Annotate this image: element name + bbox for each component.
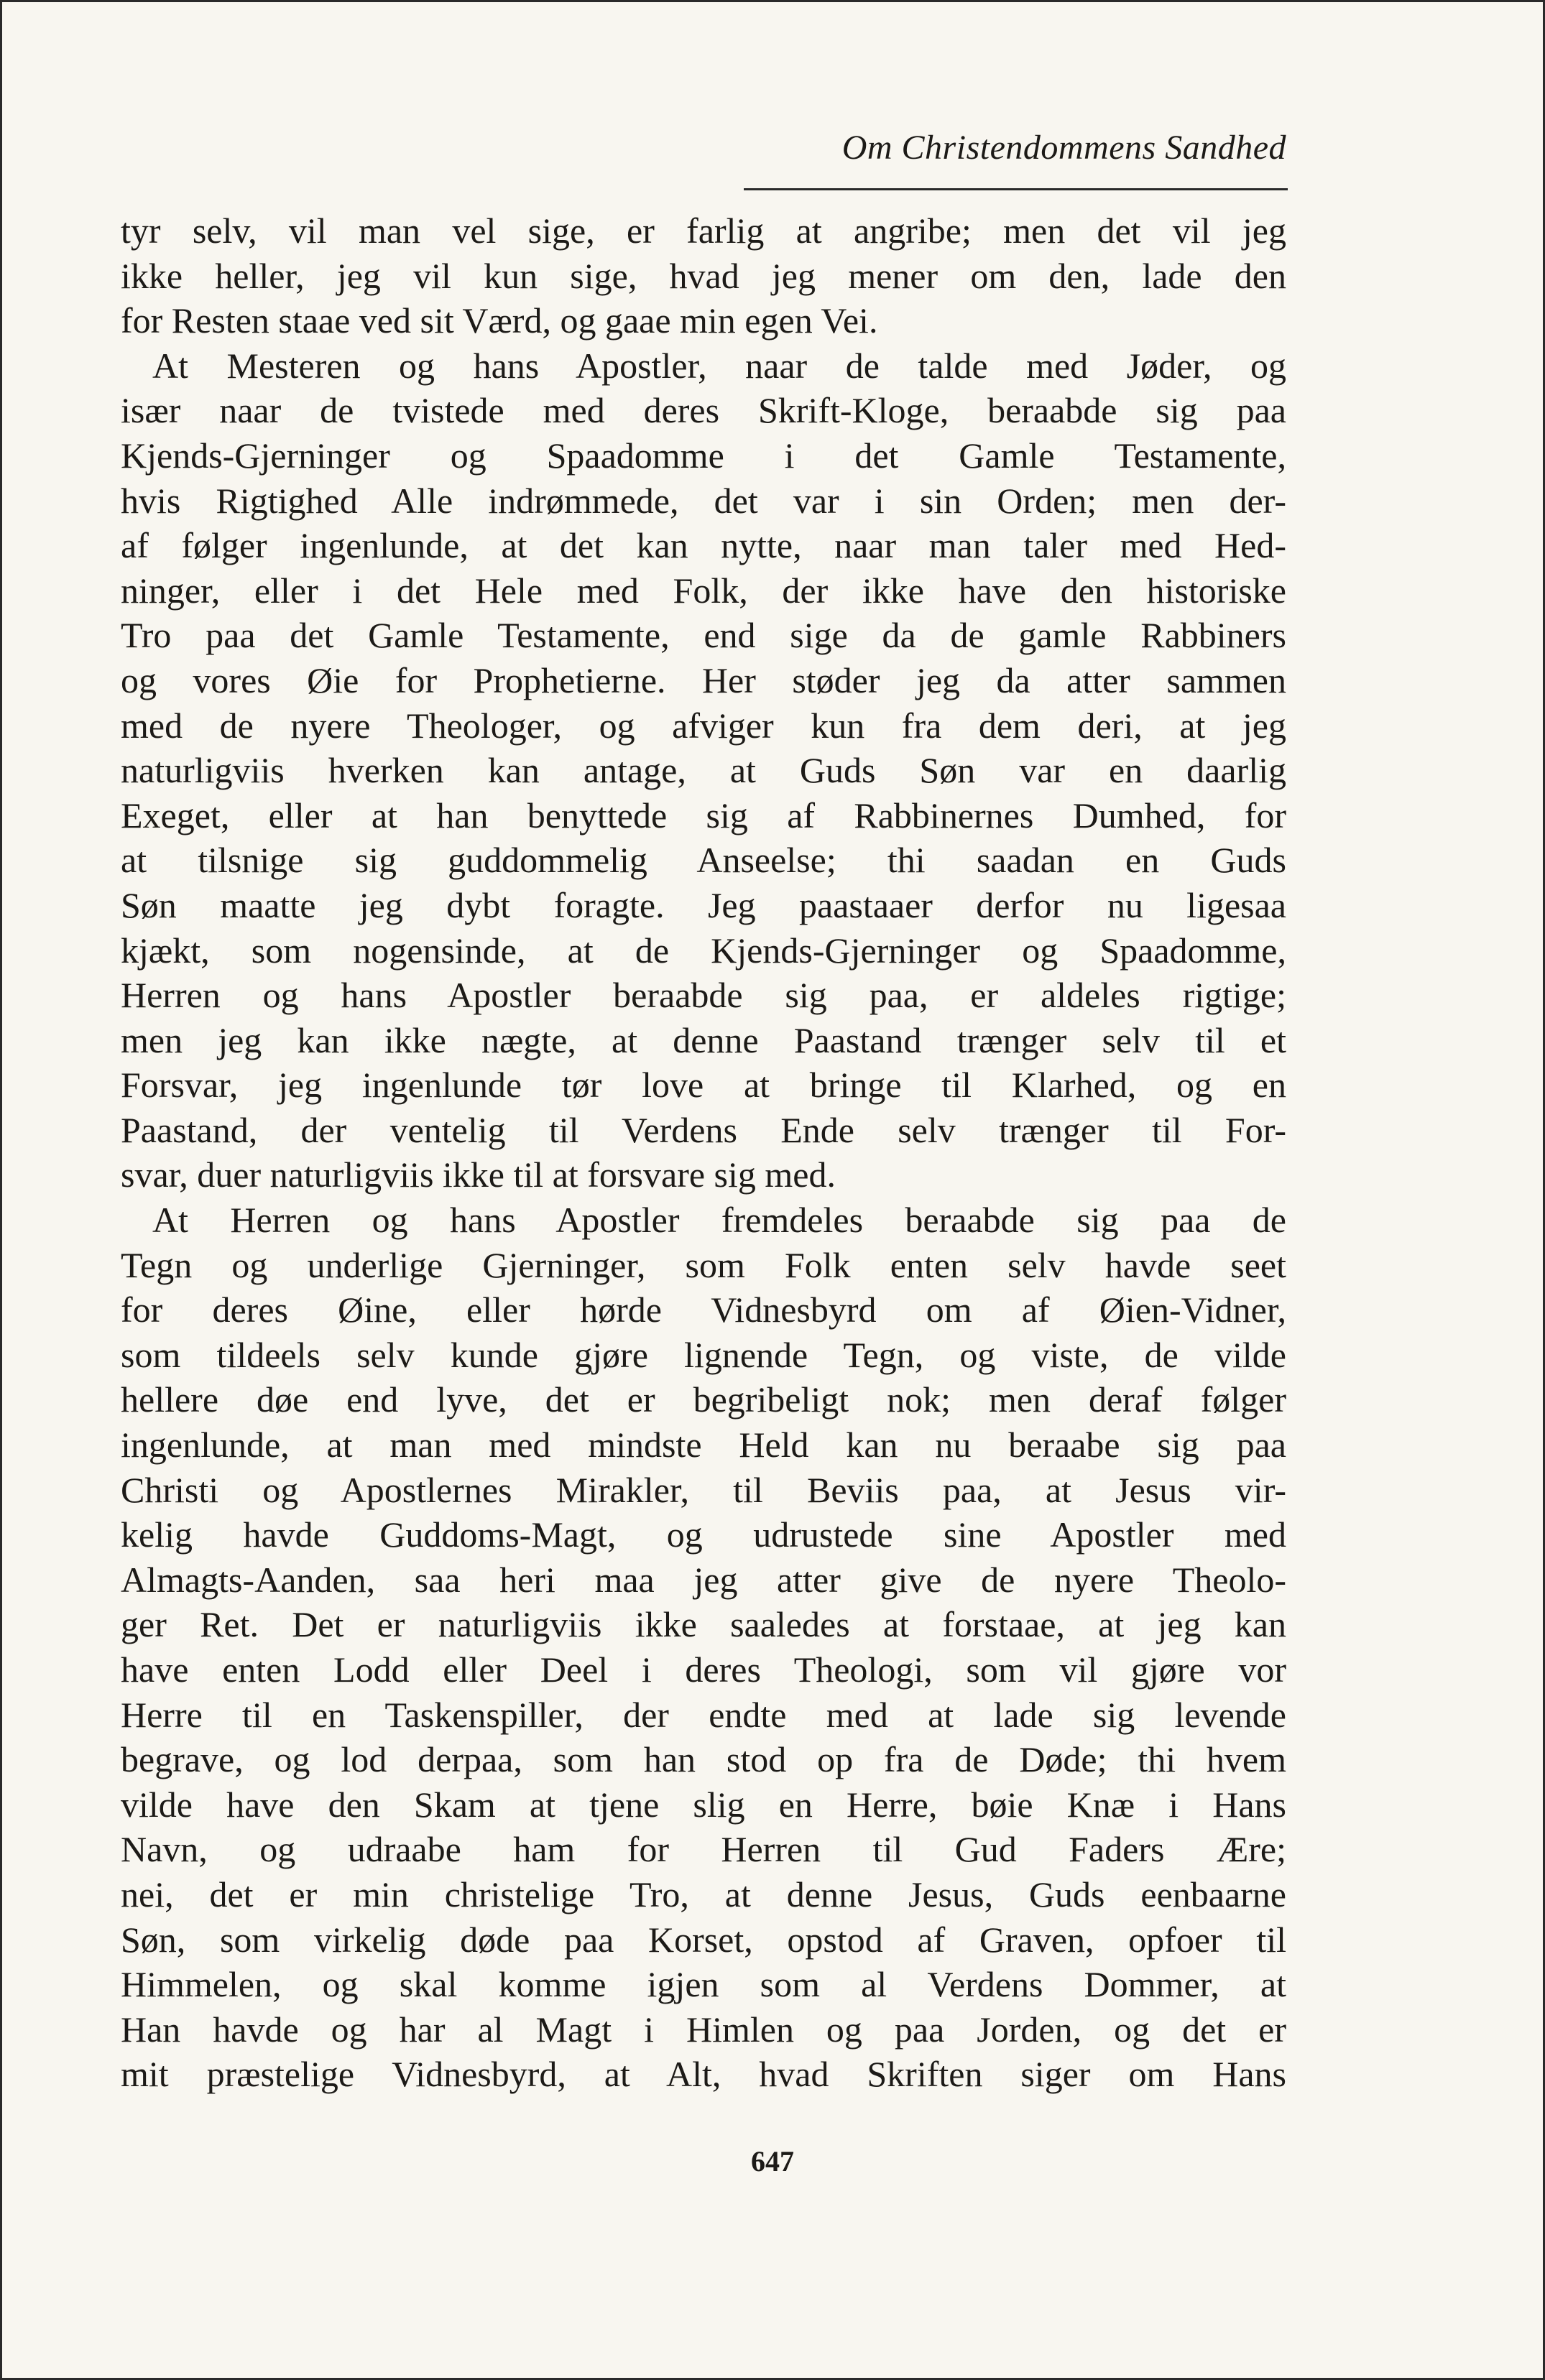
- text-line: især naar de tvistede med deres Skrift-Kloge, beraabde sig paa: [121, 390, 1286, 431]
- text-line: vilde have den Skam at tjene slig en Herre, bøie Knæ i Hans: [121, 1784, 1286, 1825]
- text-line: for deres Øine, eller hørde Vidnesbyrd om af Øien-Vidner,: [121, 1289, 1286, 1330]
- running-head: Om Christendommens Sandhed: [841, 129, 1286, 167]
- header-rule: [744, 188, 1288, 190]
- text-line: tyr selv, vil man vel sige, er farlig at angribe; men det vil jeg: [121, 210, 1286, 251]
- text-line: Herre til en Taskenspiller, der endte med at lade sig levende: [121, 1694, 1286, 1735]
- text-line: Han havde og har al Magt i Himlen og paa Jorden, og det er: [121, 2009, 1286, 2050]
- text-line: Himmelen, og skal komme igjen som al Verdens Dommer, at: [121, 1964, 1286, 2005]
- text-line: Almagts-Aanden, saa heri maa jeg atter give de nyere Theolo-: [121, 1559, 1286, 1600]
- text-line: ingenlunde, at man med mindste Held kan nu beraabe sig paa: [121, 1425, 1286, 1465]
- text-line: naturligviis hverken kan antage, at Guds Søn var en daarlig: [121, 750, 1286, 791]
- text-line: hvis Rigtighed Alle indrømmede, det var i sin Orden; men der-: [121, 480, 1286, 521]
- text-line: ikke heller, jeg vil kun sige, hvad jeg mener om den, lade den: [121, 255, 1286, 296]
- text-line: kjækt, som nogensinde, at de Kjends-Gjerninger og Spaadomme,: [121, 930, 1286, 971]
- text-line: Tro paa det Gamle Testamente, end sige da de gamle Rabbiners: [121, 615, 1286, 656]
- text-line: af følger ingenlunde, at det kan nytte, naar man taler med Hed-: [121, 525, 1286, 566]
- text-line: Søn, som virkelig døde paa Korset, opstod af Graven, opfoer til: [121, 1919, 1286, 1960]
- page-number: 647: [751, 2145, 794, 2177]
- text-line: med de nyere Theologer, og afviger kun fra dem deri, at jeg: [121, 705, 1286, 746]
- text-line: men jeg kan ikke nægte, at denne Paastand trænger selv til et: [121, 1019, 1286, 1060]
- body-text: [121, 208, 1286, 2097]
- text-line: nei, det er min christelige Tro, at denne Jesus, Guds eenbaarne: [121, 1874, 1286, 1914]
- text-line: Exeget, eller at han benyttede sig af Rabbinernes Dumhed, for: [121, 795, 1286, 835]
- text-line: som tildeels selv kunde gjøre lignende Tegn, og viste, de vilde: [121, 1334, 1286, 1375]
- text-line: for Resten staae ved sit Værd, og gaae min egen Vei.: [121, 300, 878, 341]
- text-line: Navn, og udraabe ham for Herren til Gud Faders Ære;: [121, 1829, 1286, 1870]
- text-line: Søn maatte jeg dybt foragte. Jeg paastaaer derfor nu ligesaa: [121, 884, 1286, 925]
- text-line: svar, duer naturligviis ikke til at forsvare sig med.: [121, 1154, 836, 1195]
- text-line: begrave, og lod derpaa, som han stod op fra de Døde; thi hvem: [121, 1739, 1286, 1780]
- text-line: at tilsnige sig guddommelig Anseelse; thi saadan en Guds: [121, 840, 1286, 881]
- text-line: og vores Øie for Prophetierne. Her støder jeg da atter sammen: [121, 659, 1286, 700]
- text-line: hellere døe end lyve, det er begribeligt nok; men deraf følger: [121, 1379, 1286, 1420]
- text-line: Kjends-Gjerninger og Spaadomme i det Gamle Testamente,: [121, 435, 1286, 476]
- text-line: At Herren og hans Apostler fremdeles beraabde sig paa de: [152, 1200, 1286, 1241]
- text-line: Paastand, der ventelig til Verdens Ende selv trænger til For-: [121, 1109, 1286, 1150]
- text-line: mit præstelige Vidnesbyrd, at Alt, hvad Skriften siger om Hans: [121, 2054, 1286, 2095]
- text-line: kelig havde Guddoms-Magt, og udrustede sine Apostler med: [121, 1514, 1286, 1555]
- text-line: have enten Lodd eller Deel i deres Theologi, som vil gjøre vor: [121, 1649, 1286, 1690]
- text-line: Forsvar, jeg ingenlunde tør love at bringe til Klarhed, og en: [121, 1065, 1286, 1106]
- text-line: ger Ret. Det er naturligviis ikke saaledes at forstaae, at jeg kan: [121, 1604, 1286, 1645]
- text-line: ninger, eller i det Hele med Folk, der ikke have den historiske: [121, 570, 1286, 611]
- text-line: Christi og Apostlernes Mirakler, til Beviis paa, at Jesus vir-: [121, 1469, 1286, 1510]
- text-line: Tegn og underlige Gjerninger, som Folk enten selv havde seet: [121, 1244, 1286, 1285]
- text-line: At Mesteren og hans Apostler, naar de talde med Jøder, og: [152, 345, 1286, 386]
- text-line: Herren og hans Apostler beraabde sig paa, er aldeles rigtige;: [121, 975, 1286, 1016]
